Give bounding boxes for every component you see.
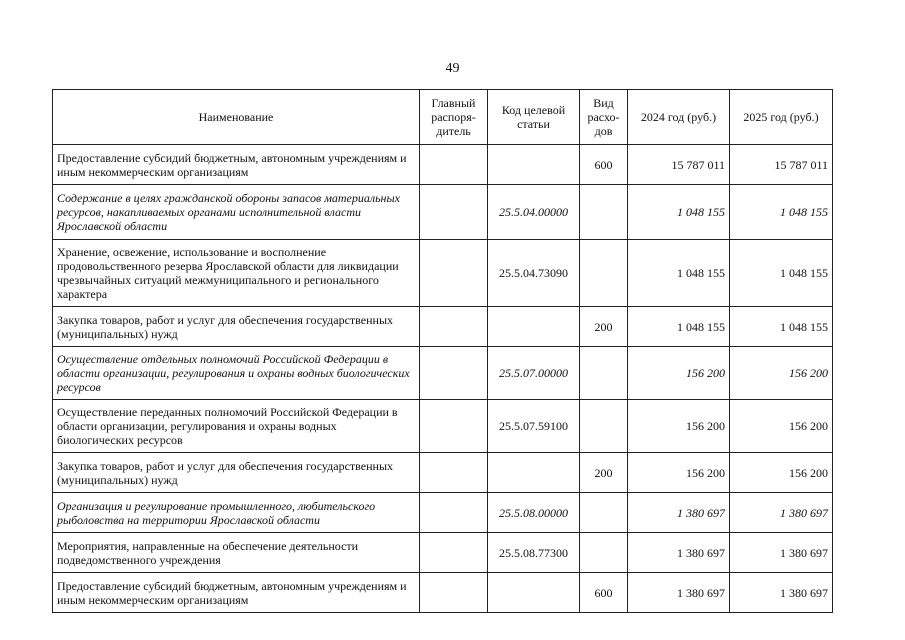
row-amount-2025: 156 200 — [730, 347, 833, 400]
row-manager — [420, 400, 488, 453]
row-manager — [420, 347, 488, 400]
header-manager: Главный распоря-дитель — [420, 90, 488, 145]
header-name: Наименование — [53, 90, 420, 145]
row-name: Хранение, освежение, использование и восполнение продовольственного резерва Ярославской области для ликвидации чрезвычайных ситуаций межмуниципального и регионального характера — [53, 240, 420, 307]
row-amount-2024: 156 200 — [628, 400, 730, 453]
table-row — [53, 493, 833, 533]
row-amount-2024: 1 048 155 — [628, 185, 730, 240]
header-code: Код целевой статьи — [488, 90, 580, 145]
table-row — [53, 573, 833, 613]
row-code — [488, 145, 580, 185]
row-amount-2024: 15 787 011 — [628, 145, 730, 185]
row-expense-kind — [580, 185, 628, 240]
row-code: 25.5.04.00000 — [488, 185, 580, 240]
row-name: Организация и регулирование промышленного, любительского рыболовства на территории Ярославской области — [53, 493, 420, 533]
row-amount-2024: 1 048 155 — [628, 240, 730, 307]
row-amount-2025: 1 048 155 — [730, 240, 833, 307]
header-year-2024: 2024 год (руб.) — [628, 90, 730, 145]
table-row — [53, 240, 833, 307]
row-expense-kind — [580, 493, 628, 533]
row-code — [488, 573, 580, 613]
row-expense-kind: 200 — [580, 307, 628, 347]
row-manager — [420, 185, 488, 240]
row-manager — [420, 453, 488, 493]
row-amount-2024: 156 200 — [628, 453, 730, 493]
row-expense-kind — [580, 533, 628, 573]
row-manager — [420, 240, 488, 307]
row-amount-2024: 1 380 697 — [628, 533, 730, 573]
header-year-2025: 2025 год (руб.) — [730, 90, 833, 145]
table-row — [53, 307, 833, 347]
row-manager — [420, 533, 488, 573]
row-name: Осуществление отдельных полномочий Российской Федерации в области организации, регулирования и охраны водных биологических ресурсов — [53, 347, 420, 400]
header-row — [53, 90, 833, 145]
row-expense-kind: 200 — [580, 453, 628, 493]
row-amount-2025: 156 200 — [730, 453, 833, 493]
row-name: Содержание в целях гражданской обороны запасов материальных ресурсов, накапливаемых органами исполнительной власти Ярославской области — [53, 185, 420, 240]
row-name: Закупка товаров, работ и услуг для обеспечения государственных (муниципальных) нужд — [53, 307, 420, 347]
row-amount-2024: 156 200 — [628, 347, 730, 400]
row-amount-2025: 1 380 697 — [730, 533, 833, 573]
page-number: 49 — [445, 61, 460, 76]
row-code — [488, 453, 580, 493]
row-code: 25.5.08.77300 — [488, 533, 580, 573]
row-expense-kind: 600 — [580, 573, 628, 613]
row-amount-2025: 1 380 697 — [730, 493, 833, 533]
row-amount-2025: 1 380 697 — [730, 573, 833, 613]
row-expense-kind — [580, 240, 628, 307]
row-code — [488, 307, 580, 347]
row-name: Закупка товаров, работ и услуг для обеспечения государственных (муниципальных) нужд — [53, 453, 420, 493]
row-expense-kind — [580, 347, 628, 400]
row-manager — [420, 493, 488, 533]
row-amount-2025: 15 787 011 — [730, 145, 833, 185]
row-code: 25.5.07.00000 — [488, 347, 580, 400]
row-name: Осуществление переданных полномочий Российской Федерации в области организации, регулирования и охраны водных биологических ресурсов — [53, 400, 420, 453]
table-row — [53, 400, 833, 453]
row-manager — [420, 307, 488, 347]
row-manager — [420, 145, 488, 185]
table-row — [53, 145, 833, 185]
row-code: 25.5.07.59100 — [488, 400, 580, 453]
table-row — [53, 185, 833, 240]
table-row — [53, 533, 833, 573]
row-name: Предоставление субсидий бюджетным, автономным учреждениям и иным некоммерческим организациям — [53, 145, 420, 185]
row-amount-2025: 1 048 155 — [730, 307, 833, 347]
row-name: Мероприятия, направленные на обеспечение деятельности подведомственного учреждения — [53, 533, 420, 573]
row-manager — [420, 573, 488, 613]
table-body — [53, 145, 833, 613]
row-name: Предоставление субсидий бюджетным, автономным учреждениям и иным некоммерческим организациям — [53, 573, 420, 613]
table-row — [53, 453, 833, 493]
budget-table — [52, 89, 833, 613]
row-code: 25.5.04.73090 — [488, 240, 580, 307]
row-amount-2025: 156 200 — [730, 400, 833, 453]
row-expense-kind — [580, 400, 628, 453]
row-amount-2024: 1 380 697 — [628, 573, 730, 613]
row-expense-kind: 600 — [580, 145, 628, 185]
header-kind: Вид расхо-дов — [580, 90, 628, 145]
row-amount-2024: 1 380 697 — [628, 493, 730, 533]
row-amount-2024: 1 048 155 — [628, 307, 730, 347]
row-code: 25.5.08.00000 — [488, 493, 580, 533]
table-row — [53, 347, 833, 400]
row-amount-2025: 1 048 155 — [730, 185, 833, 240]
